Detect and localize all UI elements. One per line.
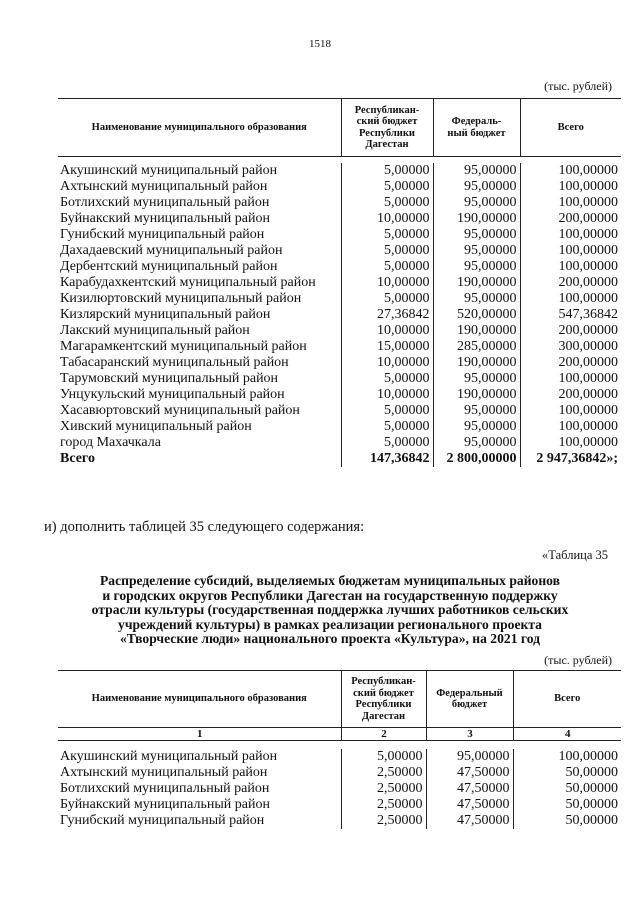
- title-line: Распределение субсидий, выделяемых бюджетам муниципальных районов: [100, 573, 560, 588]
- total-value: 50,00000: [513, 781, 621, 797]
- total-value: 100,00000: [520, 291, 621, 307]
- column-number: 3: [426, 728, 513, 741]
- table1-header-republic: [341, 99, 433, 157]
- total-value: 50,00000: [513, 797, 621, 813]
- municipality-name: Гунибский муниципальный район: [60, 813, 265, 828]
- total-value: 200,00000: [520, 323, 621, 339]
- republic-budget-value: 5,00000: [341, 749, 426, 765]
- total-value: 100,00000: [520, 227, 621, 243]
- table2-units: (тыс. рублей): [544, 653, 612, 667]
- total-value: 100,00000: [513, 749, 621, 765]
- table-row: [58, 259, 621, 275]
- total-value: 100,00000: [520, 163, 621, 179]
- table-row: [58, 211, 621, 227]
- municipality-name: Дахадаевский муниципальный район: [60, 243, 283, 258]
- column-number: 1: [58, 728, 341, 741]
- municipality-name: Гунибский муниципальный район: [60, 227, 265, 242]
- municipality-name: Кизлярский муниципальный район: [60, 307, 271, 322]
- total-row-value: 2 800,00000: [433, 451, 520, 467]
- republic-budget-value: 5,00000: [341, 163, 433, 179]
- republic-budget-value: 5,00000: [341, 227, 433, 243]
- total-value: 50,00000: [513, 765, 621, 781]
- municipality-name: Ахтынский муниципальный район: [60, 179, 268, 194]
- table1-header-total: Всего: [520, 99, 621, 157]
- table-row: [58, 419, 621, 435]
- total-value: 100,00000: [520, 435, 621, 451]
- table-row: [58, 813, 621, 829]
- header-line: Республикан-: [354, 104, 420, 116]
- table-title: [60, 574, 600, 647]
- republic-budget-value: 10,00000: [341, 323, 433, 339]
- municipality-name: Тарумовский муниципальный район: [60, 371, 279, 386]
- federal-budget-value: 285,00000: [433, 339, 520, 355]
- total-value: 100,00000: [520, 371, 621, 387]
- total-row-value: 147,36842: [341, 451, 433, 467]
- federal-budget-value: 190,00000: [433, 355, 520, 371]
- header-line: Федеральный: [436, 687, 503, 699]
- table2-column-numbers: [58, 728, 621, 741]
- total-value: 200,00000: [520, 355, 621, 371]
- table1-header-row: [58, 99, 621, 157]
- republic-budget-value: 2,50000: [341, 765, 426, 781]
- republic-budget-value: 5,00000: [341, 403, 433, 419]
- municipality-name: Хасавюртовский муниципальный район: [60, 403, 300, 418]
- total-value: 100,00000: [520, 259, 621, 275]
- table-row: [58, 243, 621, 259]
- table-row: [58, 749, 621, 765]
- federal-budget-value: 95,00000: [433, 259, 520, 275]
- federal-budget-value: 47,50000: [426, 765, 513, 781]
- municipality-name: Акушинский муниципальный район: [60, 749, 278, 764]
- municipality-name: Акушинский муниципальный район: [60, 163, 278, 178]
- republic-budget-value: 5,00000: [341, 179, 433, 195]
- federal-budget-value: 190,00000: [433, 387, 520, 403]
- table-row: [58, 275, 621, 291]
- header-line: ский бюджет: [353, 687, 414, 699]
- municipality-name: Кизилюртовский муниципальный район: [60, 291, 302, 306]
- total-value: 100,00000: [520, 403, 621, 419]
- republic-budget-value: 5,00000: [341, 371, 433, 387]
- federal-budget-value: 95,00000: [433, 195, 520, 211]
- table1-units: (тыс. рублей): [544, 79, 612, 93]
- republic-budget-value: 5,00000: [341, 243, 433, 259]
- federal-budget-value: 95,00000: [433, 435, 520, 451]
- federal-budget-value: 190,00000: [433, 275, 520, 291]
- table-row: [58, 781, 621, 797]
- header-line: Республики: [359, 127, 415, 139]
- table2-header-row: [58, 671, 621, 728]
- table-row: [58, 355, 621, 371]
- total-value: 100,00000: [520, 243, 621, 259]
- republic-budget-value: 10,00000: [341, 211, 433, 227]
- table-row: [58, 435, 621, 451]
- federal-budget-value: 95,00000: [426, 749, 513, 765]
- republic-budget-value: 5,00000: [341, 195, 433, 211]
- total-value: 100,00000: [520, 195, 621, 211]
- header-line: Федераль-: [451, 116, 502, 127]
- header-line: ский бюджет: [356, 116, 418, 127]
- republic-budget-value: 5,00000: [341, 419, 433, 435]
- column-number: 4: [513, 728, 621, 741]
- total-value: 50,00000: [513, 813, 621, 829]
- total-value: 100,00000: [520, 179, 621, 195]
- table-row: [58, 195, 621, 211]
- municipality-name: город Махачкала: [60, 435, 161, 450]
- municipality-name: Хивский муниципальный район: [60, 419, 252, 434]
- title-line: «Творческие люди» национального проекта «Культура», на 2021 год: [119, 631, 541, 646]
- municipality-name: Дербентский муниципальный район: [60, 259, 278, 274]
- federal-budget-value: 47,50000: [426, 781, 513, 797]
- table-row: [58, 291, 621, 307]
- table2-header-republic: [341, 671, 426, 728]
- total-value: 200,00000: [520, 211, 621, 227]
- federal-budget-value: 95,00000: [433, 243, 520, 259]
- municipality-name: Магарамкентский муниципальный район: [60, 339, 307, 354]
- total-value: 200,00000: [520, 275, 621, 291]
- table-row: [58, 163, 621, 179]
- republic-budget-value: 2,50000: [341, 797, 426, 813]
- table-row: [58, 387, 621, 403]
- republic-budget-value: 2,50000: [341, 781, 426, 797]
- federal-budget-value: 95,00000: [433, 227, 520, 243]
- federal-budget-value: 95,00000: [433, 371, 520, 387]
- header-line: бюджет: [451, 699, 488, 710]
- federal-budget-value: 47,50000: [426, 813, 513, 829]
- table-row: [58, 339, 621, 355]
- total-value: 300,00000: [520, 339, 621, 355]
- republic-budget-value: 10,00000: [341, 387, 433, 403]
- federal-budget-value: 95,00000: [433, 163, 520, 179]
- header-line: Республики: [355, 699, 412, 710]
- municipality-name: Ботлихский муниципальный район: [60, 781, 270, 796]
- page-number: 1518: [309, 38, 331, 50]
- table2: [58, 670, 621, 829]
- table2-header-name: Наименование муниципального образования: [58, 671, 341, 728]
- table-row: [58, 403, 621, 419]
- federal-budget-value: 95,00000: [433, 419, 520, 435]
- table-row: [58, 797, 621, 813]
- total-label: Всего: [60, 451, 95, 466]
- federal-budget-value: 520,00000: [433, 307, 520, 323]
- federal-budget-value: 95,00000: [433, 291, 520, 307]
- table2-header-total: Всего: [513, 671, 621, 728]
- table1-header-name: Наименование муниципального образования: [58, 99, 341, 157]
- total-value: 100,00000: [520, 419, 621, 435]
- table-row: [58, 179, 621, 195]
- municipality-name: Ботлихский муниципальный район: [60, 195, 270, 210]
- table2-header-federal: [426, 671, 513, 728]
- table-row: [58, 227, 621, 243]
- republic-budget-value: 5,00000: [341, 259, 433, 275]
- header-line: Дагестан: [361, 710, 406, 722]
- federal-budget-value: 190,00000: [433, 211, 520, 227]
- table1: [58, 98, 621, 467]
- table-row: [58, 371, 621, 387]
- municipality-name: Карабудахкентский муниципальный район: [60, 275, 316, 290]
- table-caption: «Таблица 35: [542, 548, 608, 562]
- table-row: [58, 323, 621, 339]
- table-row: [58, 765, 621, 781]
- table-row: [58, 307, 621, 323]
- municipality-name: Унцукульский муниципальный район: [60, 387, 285, 402]
- total-row: [58, 451, 621, 467]
- header-line: Дагестан: [365, 139, 409, 150]
- title-line: отрасли культуры (государственная поддержка лучших работников сельских: [91, 602, 569, 617]
- total-value: 200,00000: [520, 387, 621, 403]
- municipality-name: Буйнакский муниципальный район: [60, 797, 270, 812]
- header-line: Республикан-: [351, 676, 416, 687]
- title-line: и городских округов Республики Дагестан на государственную поддержку: [102, 587, 558, 603]
- column-number: 2: [341, 728, 426, 741]
- republic-budget-value: 27,36842: [341, 307, 433, 323]
- total-row-value: 2 947,36842»;: [520, 451, 621, 467]
- federal-budget-value: 47,50000: [426, 797, 513, 813]
- federal-budget-value: 95,00000: [433, 179, 520, 195]
- republic-budget-value: 10,00000: [341, 355, 433, 371]
- table1-header-federal: [433, 99, 520, 157]
- republic-budget-value: 5,00000: [341, 435, 433, 451]
- municipality-name: Буйнакский муниципальный район: [60, 211, 270, 226]
- municipality-name: Табасаранский муниципальный район: [60, 355, 289, 370]
- federal-budget-value: 190,00000: [433, 323, 520, 339]
- table2-body: [58, 749, 621, 829]
- republic-budget-value: 10,00000: [341, 275, 433, 291]
- table1-body: [58, 163, 621, 467]
- republic-budget-value: 2,50000: [341, 813, 426, 829]
- total-value: 547,36842: [520, 307, 621, 323]
- republic-budget-value: 5,00000: [341, 291, 433, 307]
- republic-budget-value: 15,00000: [341, 339, 433, 355]
- title-line: учреждений культуры) в рамках реализации регионального проекта: [118, 616, 542, 632]
- federal-budget-value: 95,00000: [433, 403, 520, 419]
- municipality-name: Лакский муниципальный район: [60, 323, 250, 338]
- instruction-paragraph: и) дополнить таблицей 35 следующего содержания:: [44, 519, 365, 535]
- header-line: ный бюджет: [447, 127, 506, 139]
- municipality-name: Ахтынский муниципальный район: [60, 765, 268, 780]
